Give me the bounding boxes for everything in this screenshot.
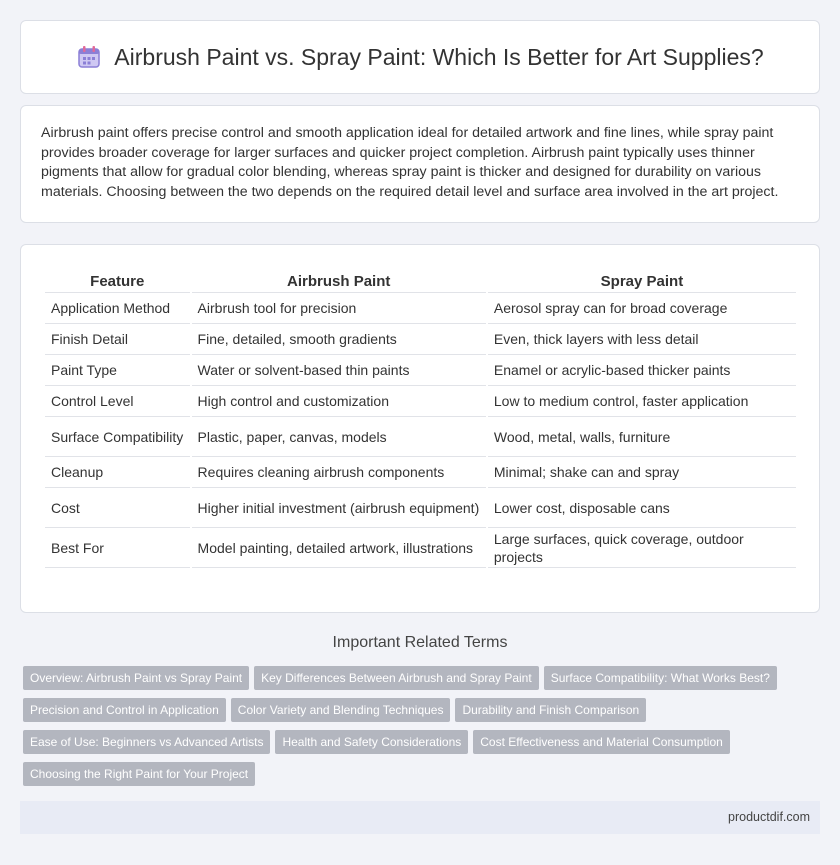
table-cell: Cost — [45, 488, 190, 528]
table-cell: Requires cleaning airbrush components — [192, 457, 486, 488]
page-title: Airbrush Paint vs. Spray Paint: Which Is Better for Art Supplies? — [114, 43, 764, 70]
related-term-tag[interactable]: Choosing the Right Paint for Your Project — [23, 762, 255, 786]
related-term-tag[interactable]: Overview: Airbrush Paint vs Spray Paint — [23, 666, 249, 690]
table-cell: Lower cost, disposable cans — [488, 488, 796, 528]
calendar-icon — [76, 44, 102, 70]
table-cell: Water or solvent-based thin paints — [192, 355, 486, 386]
table-cell: Application Method — [45, 293, 190, 324]
table-cell: Low to medium control, faster application — [488, 386, 796, 417]
comparison-table-card — [20, 244, 820, 613]
related-term-tag[interactable]: Durability and Finish Comparison — [455, 698, 646, 722]
related-term-tag[interactable]: Health and Safety Considerations — [275, 730, 468, 754]
table-cell: Enamel or acrylic-based thicker paints — [488, 355, 796, 386]
related-term-tag[interactable]: Color Variety and Blending Techniques — [231, 698, 451, 722]
table-row — [45, 386, 796, 417]
table-row — [45, 355, 796, 386]
table-cell: Model painting, detailed artwork, illustrations — [192, 528, 486, 568]
table-row — [45, 488, 796, 528]
footer-site-link[interactable]: productdif.com — [728, 810, 810, 824]
table-cell: Cleanup — [45, 457, 190, 488]
table-cell: Large surfaces, quick coverage, outdoor projects — [488, 528, 796, 568]
table-cell: Paint Type — [45, 355, 190, 386]
table-cell: Higher initial investment (airbrush equipment) — [192, 488, 486, 528]
table-row — [45, 417, 796, 457]
table-row — [45, 293, 796, 324]
related-term-tag[interactable]: Cost Effectiveness and Material Consumption — [473, 730, 730, 754]
table-row — [45, 324, 796, 355]
column-header-airbrush: Airbrush Paint — [192, 265, 486, 293]
table-cell: Aerosol spray can for broad coverage — [488, 293, 796, 324]
table-cell: Plastic, paper, canvas, models — [192, 417, 486, 457]
footer — [20, 801, 820, 834]
table-cell: Best For — [45, 528, 190, 568]
table-row — [45, 457, 796, 488]
comparison-table — [43, 265, 798, 568]
related-term-tag[interactable]: Surface Compatibility: What Works Best? — [544, 666, 777, 690]
table-row — [45, 528, 796, 568]
column-header-feature: Feature — [45, 265, 190, 293]
column-header-spray: Spray Paint — [488, 265, 796, 293]
related-term-tag[interactable]: Ease of Use: Beginners vs Advanced Artists — [23, 730, 270, 754]
table-cell: Finish Detail — [45, 324, 190, 355]
table-cell: Fine, detailed, smooth gradients — [192, 324, 486, 355]
table-cell: Wood, metal, walls, furniture — [488, 417, 796, 457]
table-cell: Surface Compatibility — [45, 417, 190, 457]
intro-text: Airbrush paint offers precise control and smooth application ideal for detailed artwork and fine lines, while spray paint provides broader coverage for larger surfaces and quicker project completion. Airbrush paint typically uses thinner pigments that allow for gradual color blending, whereas spray paint is thicker and designed for durability on various materials. Choosing between the two depends on the required detail level and surface area involved in the art project. — [41, 125, 779, 200]
table-header-row — [45, 265, 796, 293]
table-cell: Minimal; shake can and spray — [488, 457, 796, 488]
table-cell: Control Level — [45, 386, 190, 417]
related-term-tag[interactable]: Key Differences Between Airbrush and Spray Paint — [254, 666, 539, 690]
related-terms-title: Important Related Terms — [332, 634, 508, 651]
intro-card — [20, 105, 820, 223]
table-cell: High control and customization — [192, 386, 486, 417]
table-cell: Airbrush tool for precision — [192, 293, 486, 324]
title-card — [20, 20, 820, 94]
related-term-tag[interactable]: Precision and Control in Application — [23, 698, 226, 722]
related-terms-tags — [23, 666, 813, 794]
table-cell: Even, thick layers with less detail — [488, 324, 796, 355]
